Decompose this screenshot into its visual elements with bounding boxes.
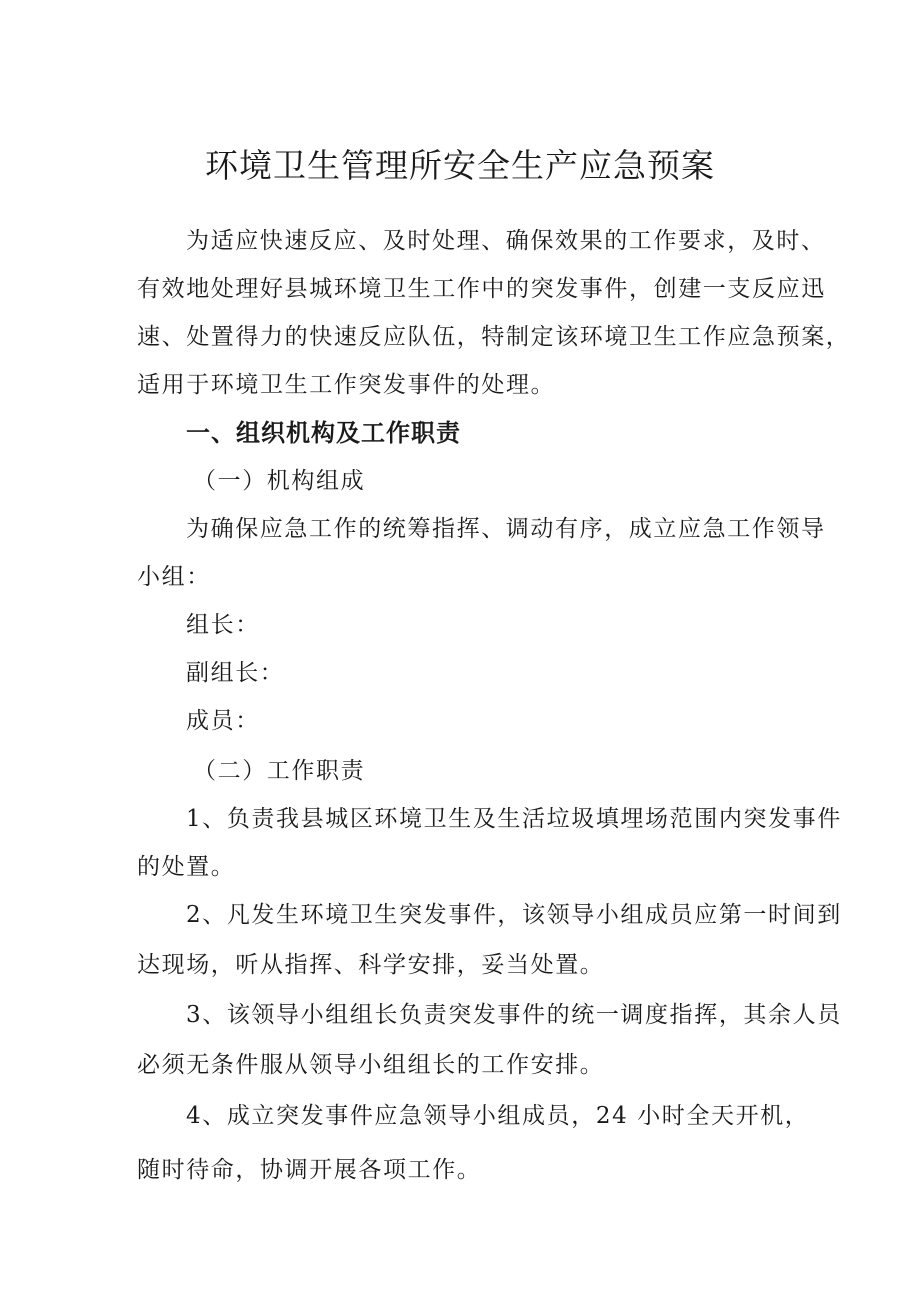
intro-line-1: 为适应快速反应、及时处理、确保效果的工作要求，及时、 <box>186 228 826 254</box>
duty-item-1-line-1: 1、负责我县城区环境卫生及生活垃圾填埋场范围内突发事件 <box>186 806 842 832</box>
subsection-1-heading: （一）机构组成 <box>193 468 366 494</box>
intro-line-4: 适用于环境卫生工作突发事件的处理。 <box>137 372 556 398</box>
intro-line-3: 速、处置得力的快速反应队伍，特制定该环境卫生工作应急预案， <box>137 324 851 350</box>
members-label: 成员： <box>186 708 260 734</box>
duty-item-4-line-1: 4、成立突发事件应急领导小组成员，24 小时全天开机， <box>186 1103 810 1129</box>
duty-item-2-line-1: 2、凡发生环境卫生突发事件，该领导小组成员应第一时间到 <box>186 902 842 928</box>
duty-item-3-line-2: 必须无条件服从领导小组组长的工作安排。 <box>137 1052 605 1078</box>
organization-para-line-2: 小组： <box>137 564 211 590</box>
subsection-2-heading: （二）工作职责 <box>193 758 366 784</box>
leader-label: 组长： <box>186 612 260 638</box>
duty-item-3-line-1: 3、该领导小组组长负责突发事件的统一调度指挥，其余人员 <box>186 1002 842 1028</box>
document-title: 环境卫生管理所安全生产应急预案 <box>205 146 715 185</box>
duty-item-4-line-2: 随时待命，协调开展各项工作。 <box>137 1157 482 1183</box>
organization-para-line-1: 为确保应急工作的统筹指挥、调动有序，成立应急工作领导 <box>186 516 826 542</box>
deputy-leader-label: 副组长： <box>186 660 285 686</box>
section-1-heading: 一、组织机构及工作职责 <box>186 419 461 447</box>
duty-item-2-line-2: 达现场，听从指挥、科学安排，妥当处置。 <box>137 952 605 978</box>
intro-line-2: 有效地处理好县城环境卫生工作中的突发事件，创建一支反应迅 <box>137 276 826 302</box>
duty-item-1-line-2: 的处置。 <box>137 854 236 880</box>
